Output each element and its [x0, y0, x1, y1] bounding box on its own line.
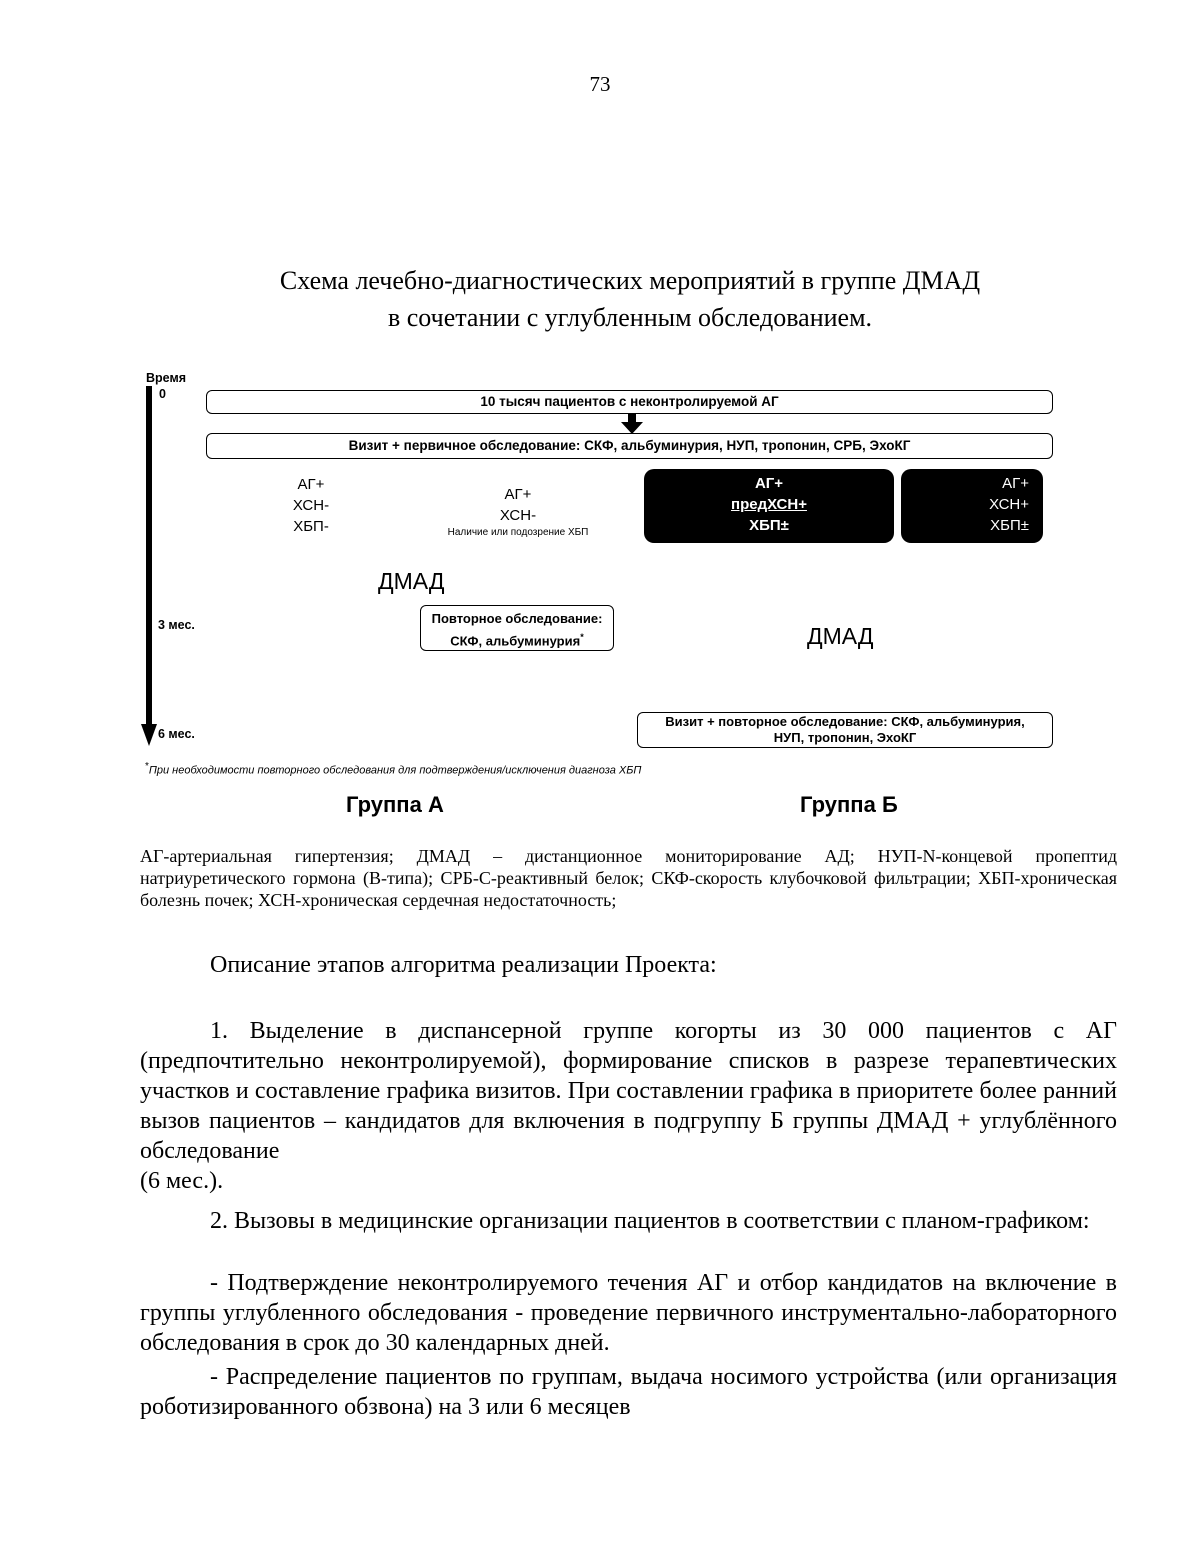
dmad-group-a: ДМАД	[378, 568, 445, 594]
group-hf-line-3: ХБП±	[990, 517, 1029, 534]
group-ckd-line-1: АГ+	[504, 486, 532, 503]
group-ag-only	[266, 474, 356, 537]
paragraph-4: - Распределение пациентов по группам, выдача носимого устройства (или организация роботизированного обзвона) на 3 или 6 месяцев	[140, 1364, 1117, 1420]
group-hf-line-1: АГ+	[1002, 475, 1029, 492]
group-pre-hf-box	[644, 469, 894, 543]
time-axis-arrow-icon	[140, 384, 160, 750]
group-ag-only-line-1: АГ+	[297, 476, 325, 493]
diagram-title-line-1: Схема лечебно-диагностических мероприятий в группе ДМАД	[279, 266, 981, 295]
group-pre-hf-line-2: предХСН+	[731, 496, 807, 513]
group-ag-only-line-3: ХБП-	[293, 518, 329, 535]
paragraph-3: - Подтверждение неконтролируемого течения АГ и отбор кандидатов на включение в группы углубленного обследования - проведение первичного инструментально-лабораторного обследования в срок до 30 календарных дней.	[140, 1270, 1117, 1356]
repeat-exam-footnote-mark: *	[580, 632, 584, 642]
group-ag-only-line-2: ХСН-	[292, 497, 330, 514]
repeat-exam-line-2: СКФ, альбуминурия	[450, 633, 581, 649]
time-6-months-label: 6 мес.	[158, 727, 195, 741]
footnote-text: При необходимости повторного обследования для подтверждения/исключения диагноза ХБП	[148, 764, 642, 777]
diagram-footnote	[145, 761, 641, 777]
primary-visit-box	[206, 433, 1053, 459]
group-hf-box	[901, 469, 1043, 543]
repeat-exam-box	[420, 605, 614, 651]
paragraph-1-end: (6 мес.).	[140, 1168, 224, 1194]
group-hf-line-2: ХСН+	[989, 496, 1029, 513]
abbreviation-legend: АГ-артериальная гипертензия; ДМАД – дистанционное мониторирование АД; НУП-N-концевой пропептид натриуретического гормона (B-типа); СРБ-С-реактивный белок; СКФ-скорость клубочковой фильтрации; ХБП-хроническая болезнь почек; ХСН-хроническая сердечная недостаточность;	[140, 846, 1117, 910]
diagram-title-line-2: в сочетании с углубленным обследованием.	[387, 303, 873, 332]
final-visit-line-1: Визит + повторное обследование: СКФ, альбуминурия,	[665, 714, 1025, 729]
cohort-box	[206, 390, 1053, 414]
time-zero-label: 0	[159, 387, 166, 401]
time-3-months-label: 3 мес.	[158, 618, 195, 632]
paragraph-2: 2. Вызовы в медицинские организации пациентов в соответствии с планом-графиком:	[210, 1208, 1090, 1234]
page-number: 73	[589, 72, 611, 96]
time-axis-label: Время	[146, 371, 186, 385]
group-ckd-note: Наличие или подозрение ХБП	[447, 527, 589, 538]
dmad-group-b: ДМАД	[807, 623, 874, 649]
footnote-mark: *	[145, 761, 149, 772]
group-a-label: Группа А	[346, 792, 444, 817]
final-visit-box	[637, 712, 1053, 748]
section-heading: Описание этапов алгоритма реализации Проекта:	[210, 952, 717, 978]
group-pre-hf-line-3: ХБП±	[749, 517, 789, 534]
final-visit-line-2: НУП, тропонин, ЭхоКГ	[773, 730, 917, 745]
group-ckd-line-2: ХСН-	[499, 507, 537, 524]
group-ag-ckd-suspected	[418, 484, 618, 540]
repeat-exam-line-1: Повторное обследование:	[431, 611, 603, 626]
group-pre-hf-line-1: АГ+	[754, 475, 784, 492]
cohort-box-text: 10 тысяч пациентов с неконтролируемой АГ	[480, 394, 779, 409]
primary-visit-text: Визит + первичное обследование: СКФ, альбуминурия, НУП, тропонин, СРБ, ЭхоКГ	[348, 438, 911, 453]
paragraph-1: 1. Выделение в диспансерной группе когорты из 30 000 пациентов с АГ (предпочтительно неконтролируемой), формирование списков в разрезе терапевтических участков и составление графика визитов. При составлении графика в приоритете более ранний вызов пациентов – кандидатов для включения в подгруппу Б группы ДМАД + углублённого обследование	[140, 1018, 1117, 1164]
group-b-label: Группа Б	[800, 792, 898, 817]
